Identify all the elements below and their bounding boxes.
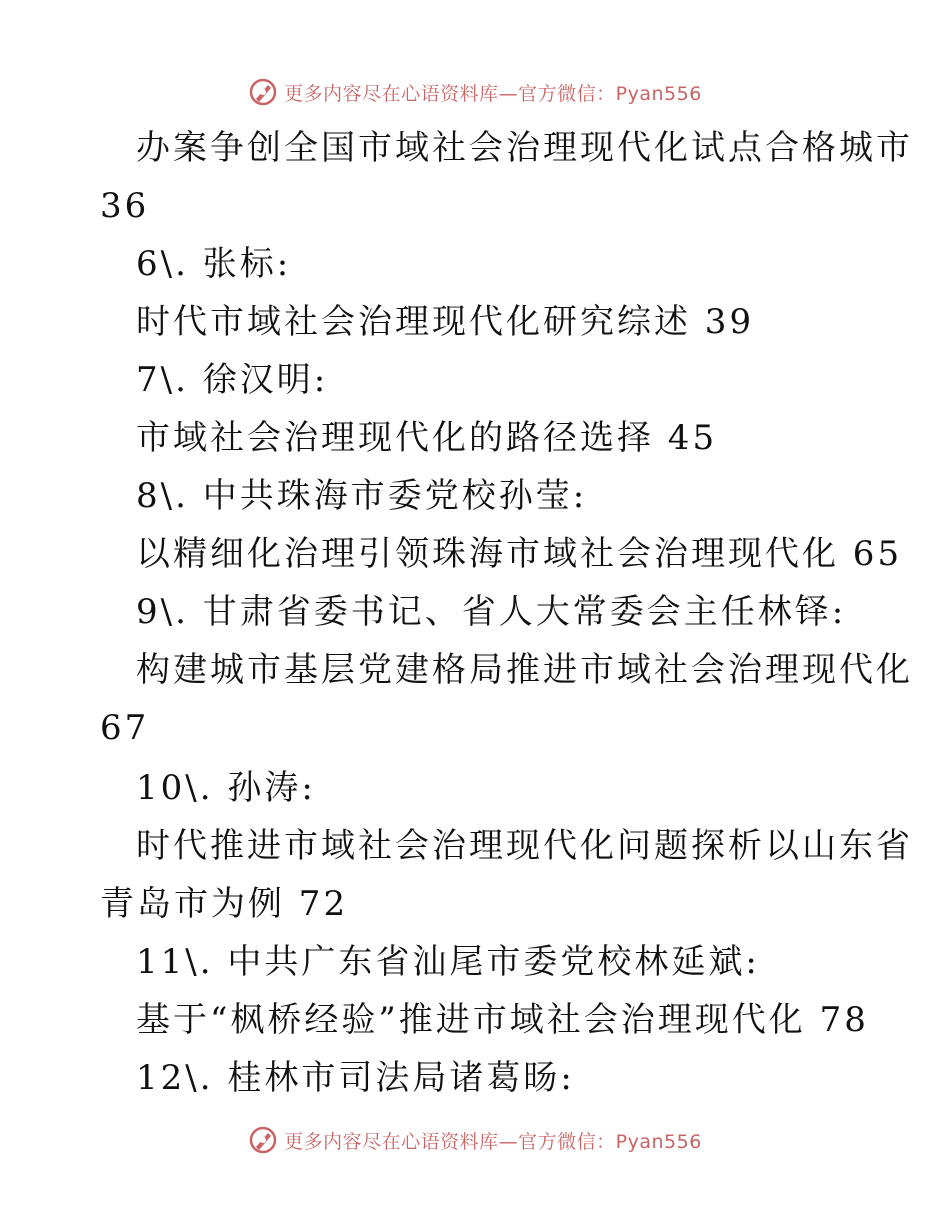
toc-line: 8\. 中共珠海市委党校孙莹: (136, 476, 588, 516)
toc-line: 11\. 中共广东省汕尾市委党校林延斌: (136, 942, 760, 982)
toc-line: 10\. 孙涛: (136, 768, 316, 808)
toc-line: 以精细化治理引领珠海市域社会治理现代化 65 (136, 534, 903, 574)
header-banner-text: 更多内容尽在心语资料库—官方微信：Pyan556 (284, 82, 702, 105)
toc-line: 基于“枫桥经验”推进市域社会治理现代化 78 (136, 1000, 869, 1040)
toc-line: 7\. 徐汉明: (136, 360, 329, 400)
toc-line: 青岛市为例 72 (100, 884, 349, 924)
toc-line: 12\. 桂林市司法局诸葛旸: (136, 1058, 575, 1098)
toc-line: 9\. 甘肃省委书记、省人大常委会主任林铎: (136, 592, 847, 632)
toc-line: 时代市域社会治理现代化研究综述 39 (136, 302, 755, 342)
toc-line: 67 (100, 708, 150, 748)
toc-line: 构建城市基层党建格局推进市域社会治理现代化 (136, 650, 913, 690)
pen-logo-icon (248, 1125, 278, 1155)
header-watermark-banner (0, 72, 950, 112)
footer-watermark-banner (0, 1120, 950, 1160)
toc-line: 36 (100, 186, 150, 226)
footer-banner-text: 更多内容尽在心语资料库—官方微信：Pyan556 (284, 1130, 702, 1153)
toc-line: 办案争创全国市域社会治理现代化试点合格城市 (136, 128, 913, 168)
toc-line: 市域社会治理现代化的路径选择 45 (136, 418, 718, 458)
toc-line: 时代推进市域社会治理现代化问题探析以山东省 (136, 826, 913, 866)
pen-logo-icon (248, 77, 278, 107)
toc-line: 6\. 张标: (136, 244, 292, 284)
